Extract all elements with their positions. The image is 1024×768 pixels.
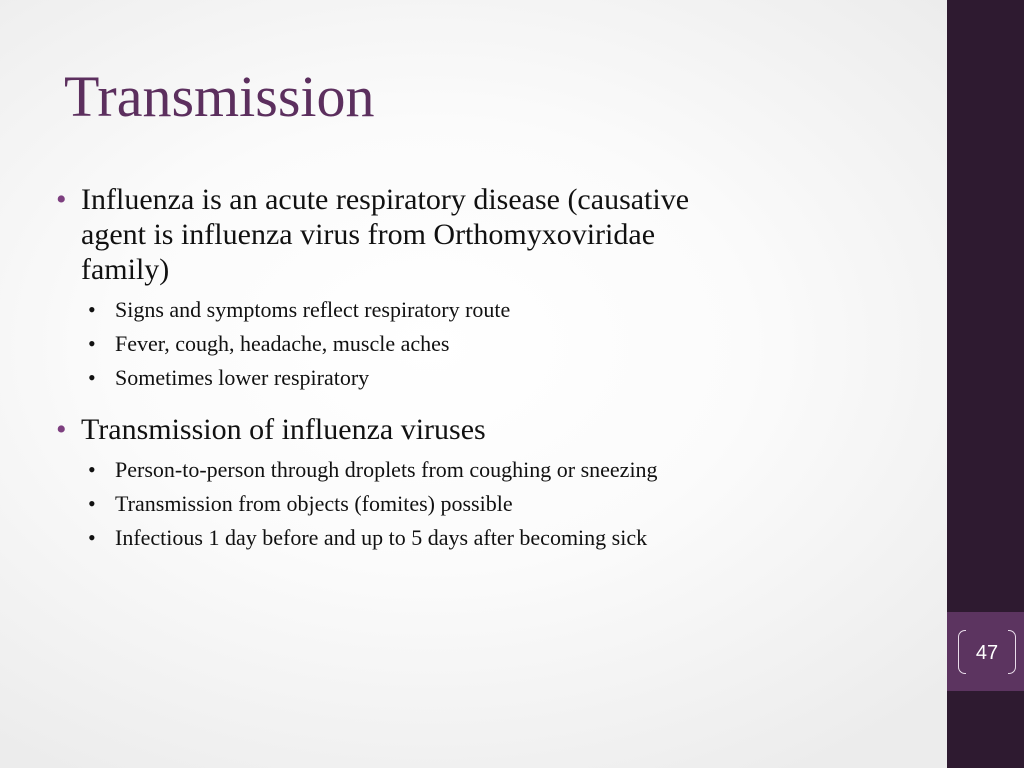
sub-bullet-item xyxy=(56,490,746,517)
bullet-list xyxy=(56,182,746,558)
sub-bullet-text: Signs and symptoms reflect respiratory route xyxy=(115,297,511,322)
right-brace-icon xyxy=(1008,630,1016,674)
sub-bullet-text: Sometimes lower respiratory xyxy=(115,365,370,390)
sub-bullet-item xyxy=(56,296,515,323)
bullet-item xyxy=(56,182,746,287)
left-brace-icon xyxy=(958,630,966,674)
sub-bullet-list xyxy=(56,296,746,391)
bullet-item xyxy=(56,412,746,447)
bullet-text: Influenza is an acute respiratory disease (causative agent is influenza virus from Orthomyxoviridae family) xyxy=(81,183,690,286)
page-number: 47 xyxy=(975,642,999,664)
bullet-text: Transmission of influenza viruses xyxy=(81,413,486,446)
sub-bullet-icon: • xyxy=(88,297,96,322)
sub-bullet-icon: • xyxy=(88,491,96,516)
sub-bullet-text: Infectious 1 day before and up to 5 days after becoming sick xyxy=(115,525,648,550)
sub-bullet-item xyxy=(56,524,746,551)
sub-bullet-icon: • xyxy=(88,331,96,356)
sub-bullet-icon: • xyxy=(88,365,96,390)
bullet-icon: • xyxy=(56,183,67,216)
bullet-icon: • xyxy=(56,413,67,446)
sub-bullet-text: Transmission from objects (fomites) possible xyxy=(115,491,513,516)
sub-bullet-text: Fever, cough, headache, muscle aches xyxy=(115,331,450,356)
slide-title: Transmission xyxy=(64,64,375,129)
sub-bullet-list xyxy=(56,456,746,551)
sub-bullet-item xyxy=(56,364,746,391)
sub-bullet-icon: • xyxy=(88,457,96,482)
sub-bullet-item xyxy=(56,330,746,357)
sub-bullet-item xyxy=(56,456,746,483)
sub-bullet-text: Person-to-person through droplets from coughing or sneezing xyxy=(115,457,658,482)
sub-bullet-icon: • xyxy=(88,525,96,550)
